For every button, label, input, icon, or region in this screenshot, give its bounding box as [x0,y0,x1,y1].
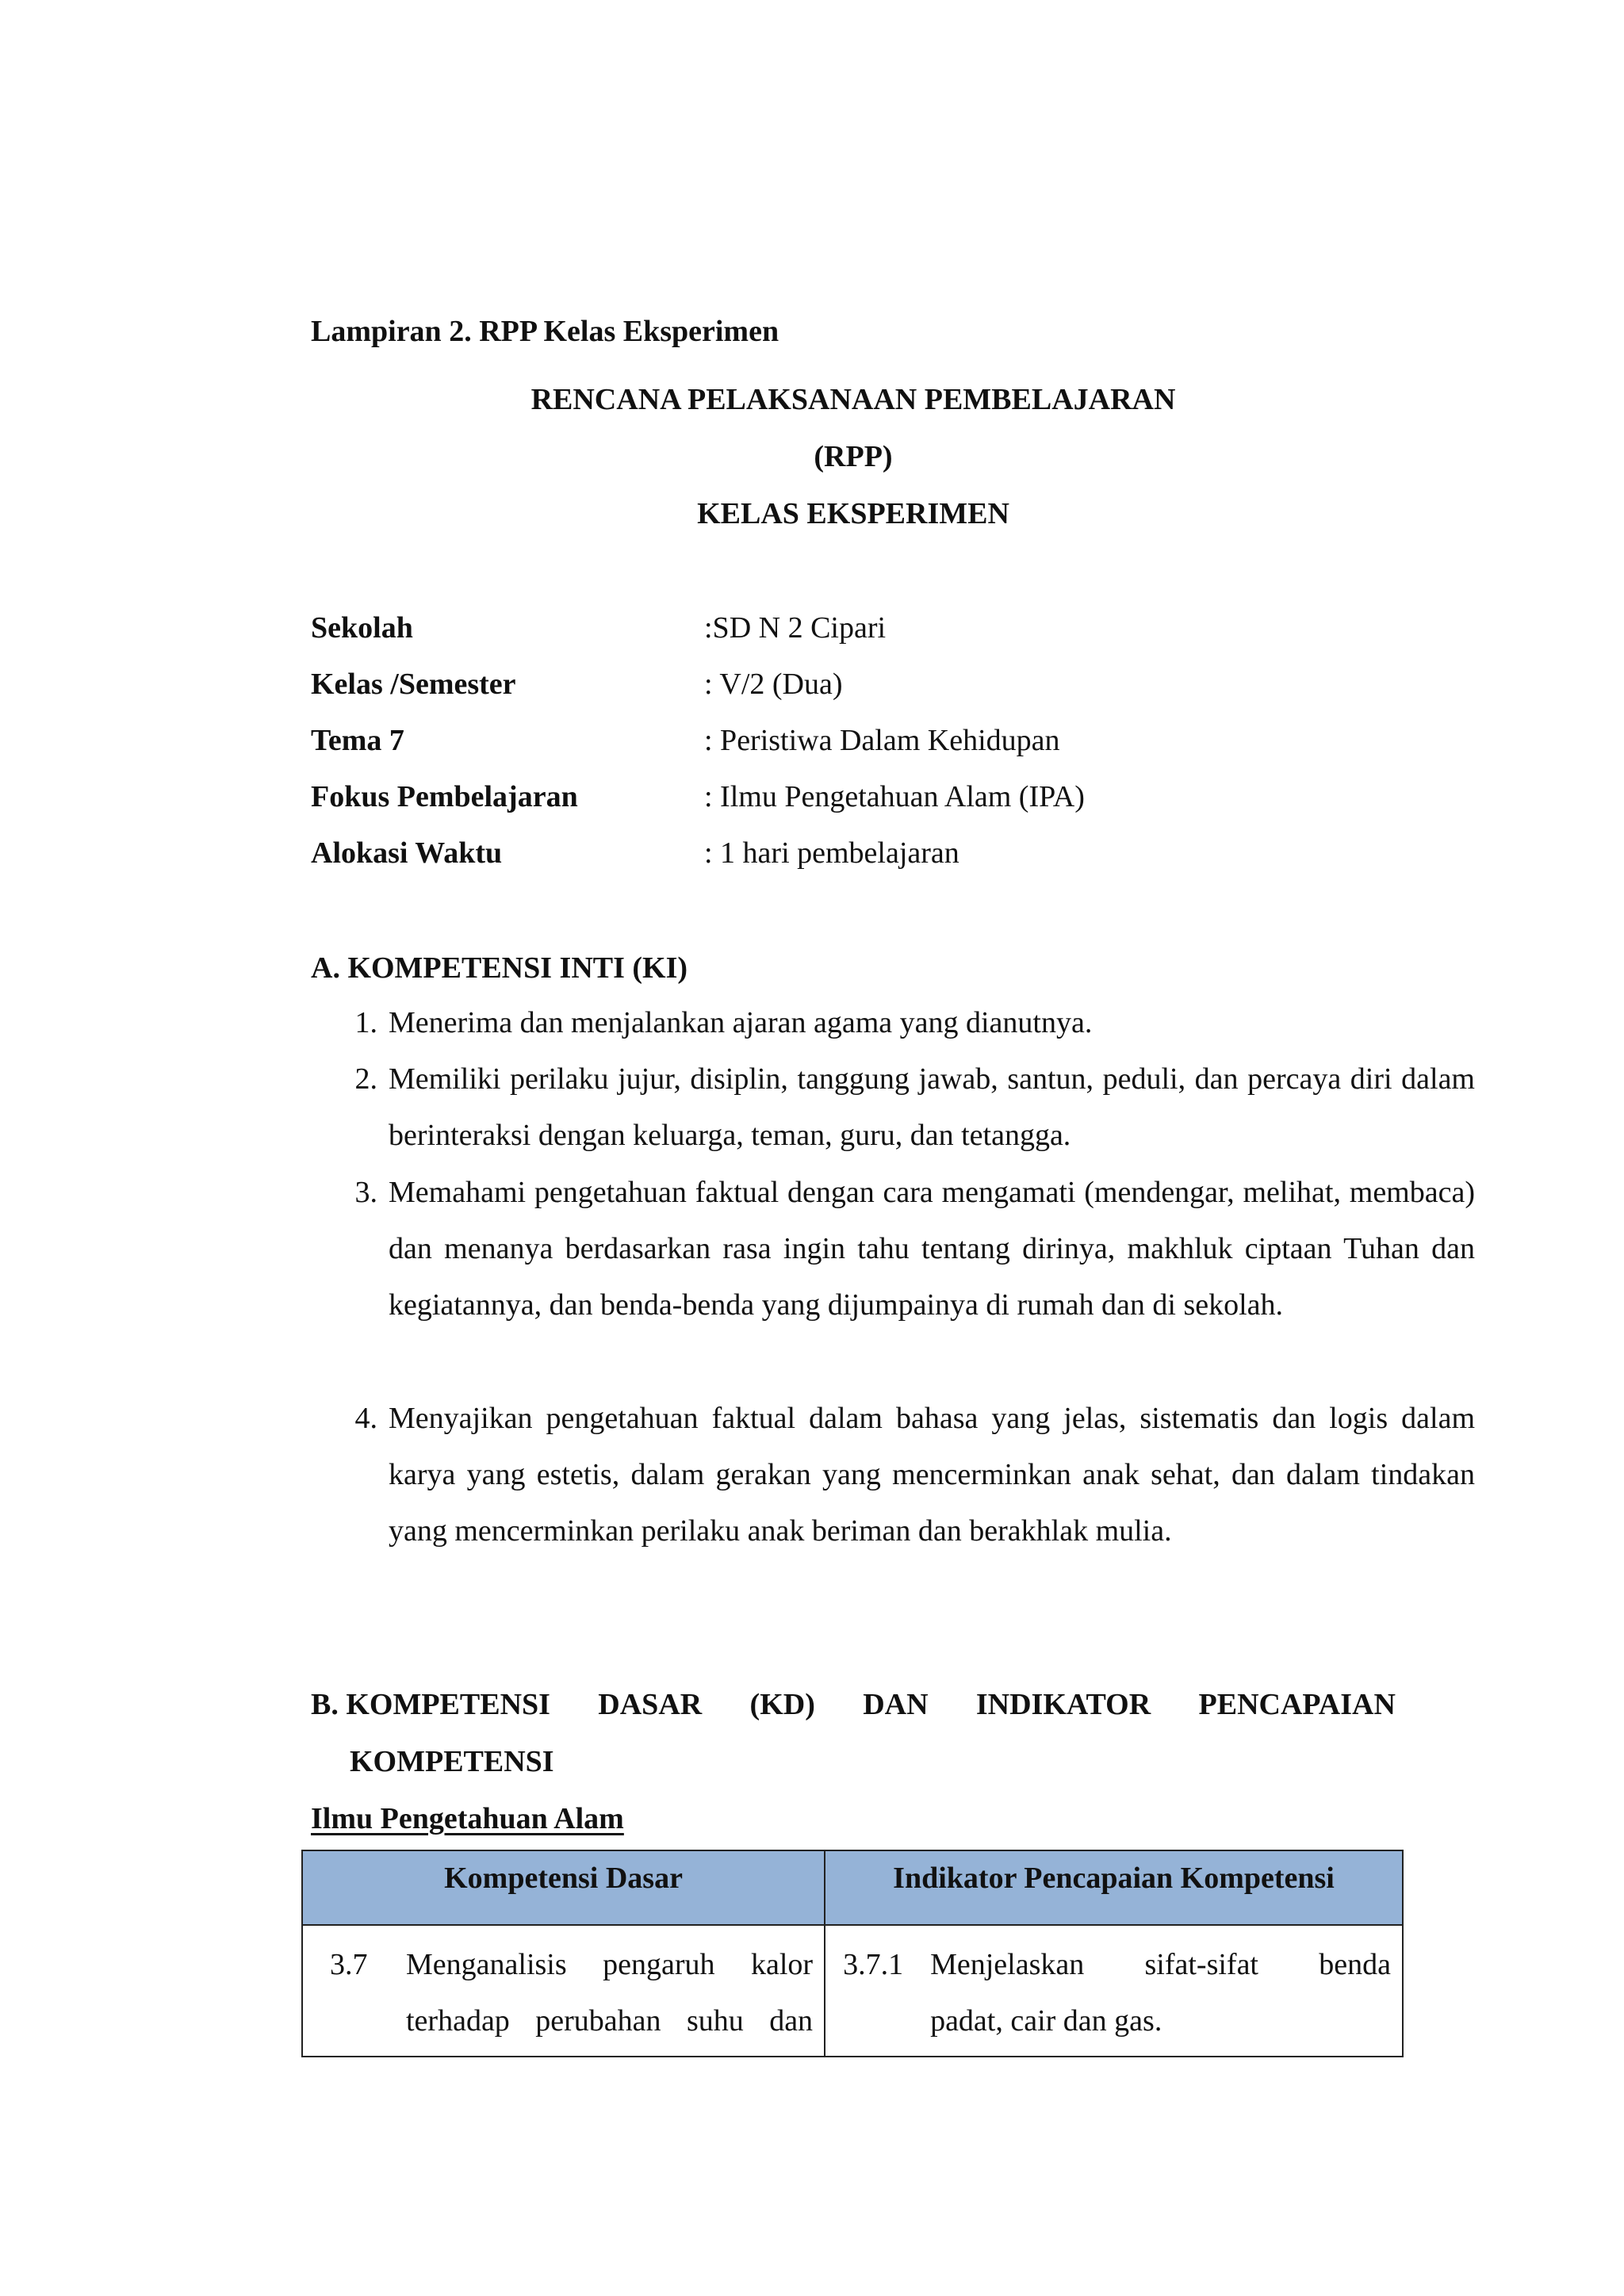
list-item-text: Menerima dan menjalankan ajaran agama yang dianutnya. [389,1006,1093,1039]
info-value-school: :SD N 2 Cipari [704,611,887,645]
section-b-heading-word: (KD) [749,1688,815,1721]
list-item-text: Menyajikan pengetahuan faktual dalam bahasa yang jelas, sistematis dan logis dalam karya yang estetis, dalam gerakan yang mencerminkan anak sehat, dan dalam tindakan yang mencerminkan perilaku anak beriman dan berakhlak mulia. [389,1402,1475,1548]
column-header-indicator: Indikator Pencapaian Kompetensi [825,1850,1403,1925]
table-header-row [302,1850,1403,1925]
list-item-text: Memahami pengetahuan faktual dengan cara mengamati (mendengar, melihat, membaca) dan menanya berdasarkan rasa ingin tahu tentang dirinya, makhluk ciptaan Tuhan dan kegiatannya, dan benda-benda yang dijumpainya di rumah dan di sekolah. [389,1176,1475,1322]
competency-text [406,1937,813,2049]
info-label-class: Kelas /Semester [311,668,516,701]
document-title-line-2: (RPP) [814,440,893,473]
section-a-heading: A. KOMPETENSI INTI (KI) [311,951,688,985]
section-b-heading-word: INDIKATOR [975,1688,1151,1721]
competency-number: 3.7 [330,1948,368,1981]
section-b-heading [311,1686,1396,1724]
table-cell-indicator [825,1925,1403,2057]
section-b-heading-word: DASAR [598,1688,703,1721]
section-b-heading-line-2: KOMPETENSI [350,1745,554,1778]
info-value-class: : V/2 (Dua) [704,668,843,701]
info-label-focus: Fokus Pembelajaran [311,780,578,813]
info-value-focus: : Ilmu Pengetahuan Alam (IPA) [704,780,1085,813]
info-label-school: Sekolah [311,611,413,645]
indicator-text-line: padat, cair dan gas. [930,2004,1162,2038]
list-item-number: 1. [354,1006,377,1039]
info-label-theme: Tema 7 [311,724,404,757]
info-value-theme: : Peristiwa Dalam Kehidupan [704,724,1060,757]
section-b-heading-word: DAN [863,1688,929,1721]
document-title-line-3: KELAS EKSPERIMEN [697,497,1009,530]
section-b-heading-word: PENCAPAIAN [1198,1688,1396,1721]
list-item-number: 4. [354,1402,377,1435]
table-cell-basic-competency [302,1925,825,2057]
indicator-text-line: Menjelaskan sifat-sifat benda [930,1948,1391,1981]
competency-table [301,1850,1404,2057]
list-item-text: Memiliki perilaku jujur, disiplin, tanggung jawab, santun, peduli, dan percaya diri dalam berinteraksi dengan keluarga, teman, guru, dan tetangga. [389,1062,1475,1152]
document-title-line-1: RENCANA PELAKSANAAN PEMBELAJARAN [530,383,1176,416]
list-item-number: 3. [354,1176,377,1209]
competency-text-line: Menganalisis pengaruh kalor [406,1948,814,1981]
column-header-basic-competency: Kompetensi Dasar [302,1850,825,1925]
info-label-time: Alokasi Waktu [311,836,503,870]
appendix-label: Lampiran 2. RPP Kelas Eksperimen [311,315,779,348]
subject-subheading: Ilmu Pengetahuan Alam [311,1802,624,1835]
section-b-heading-word: B. KOMPETENSI [311,1688,550,1721]
indicator-text [930,1937,1391,2049]
info-value-time: : 1 hari pembelajaran [704,836,959,870]
indicator-number: 3.7.1 [843,1948,904,1981]
list-item-number: 2. [354,1062,377,1096]
competency-text-line: terhadap perubahan suhu dan [406,2004,814,2038]
table-row [302,1925,1403,2057]
